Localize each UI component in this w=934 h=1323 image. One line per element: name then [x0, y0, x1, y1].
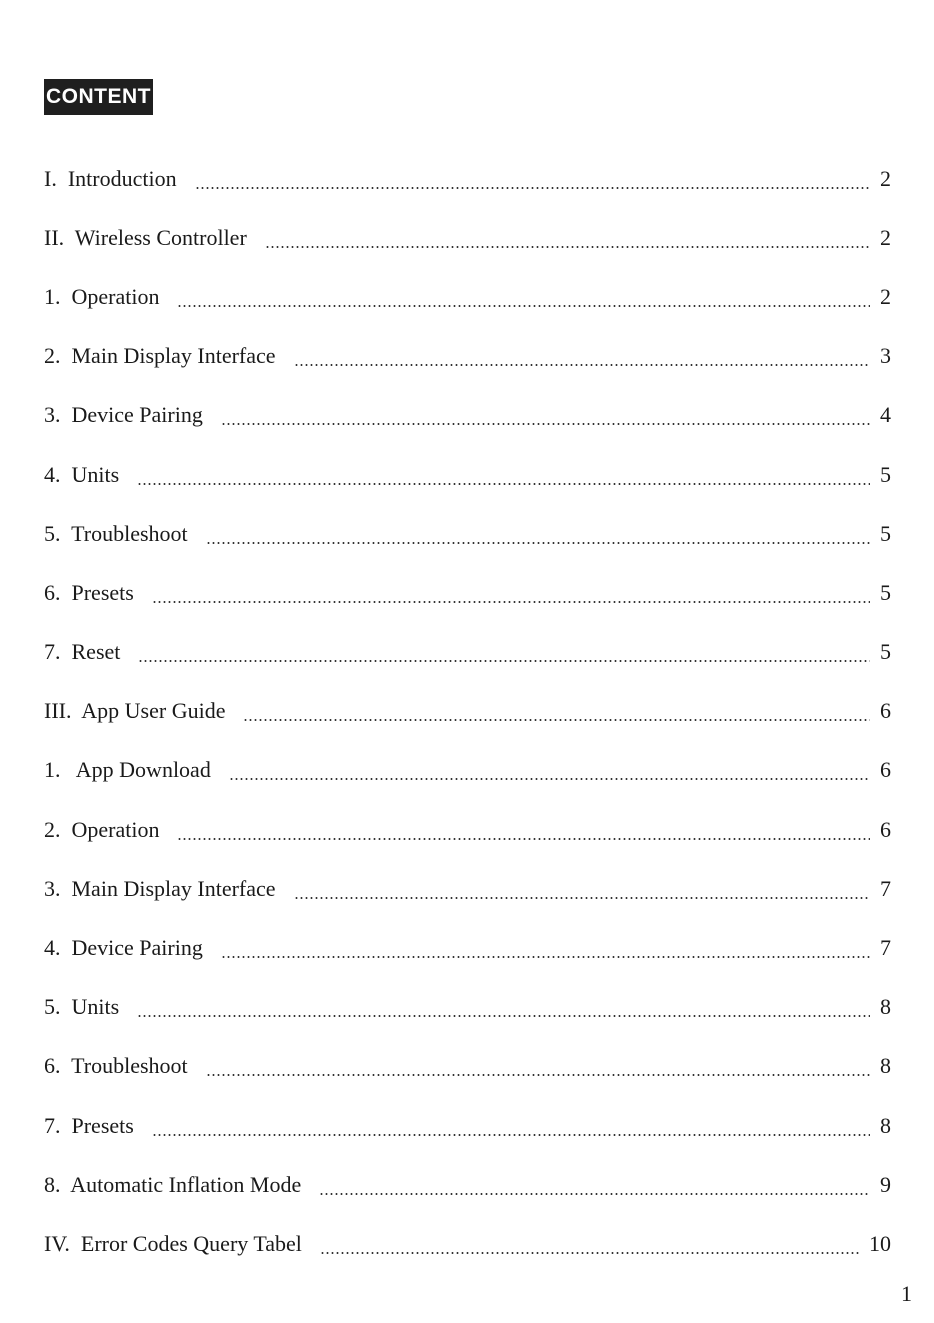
dot-leader: [319, 1193, 870, 1195]
toc-entry-page: 5: [880, 520, 891, 546]
toc-entry-page: 8: [880, 1112, 891, 1138]
toc-entry-title: I. Introduction: [44, 165, 177, 191]
toc-entry-page: 3: [880, 343, 891, 369]
toc-entry[interactable]: [44, 504, 891, 563]
dot-leader: [152, 1134, 870, 1136]
dot-leader: [206, 1074, 870, 1076]
toc-entry-page: 2: [880, 224, 891, 250]
toc-entry-page: 5: [880, 639, 891, 665]
toc-entry-page: 4: [880, 402, 891, 428]
toc-entry-title: 1. Operation: [44, 283, 160, 309]
toc-entry[interactable]: [44, 1096, 891, 1155]
toc-entry-page: 5: [880, 579, 891, 605]
toc-entry[interactable]: [44, 208, 891, 267]
dot-leader: [265, 246, 870, 248]
toc-entry[interactable]: [44, 741, 891, 800]
toc-entry-title: 3. Device Pairing: [44, 402, 203, 428]
toc-entry-title: 2. Operation: [44, 816, 160, 842]
dot-leader: [195, 187, 870, 189]
toc-entry-title: IV. Error Codes Query Tabel: [44, 1230, 302, 1256]
toc-entry-page: 6: [880, 698, 891, 724]
toc-entry[interactable]: [44, 1155, 891, 1214]
toc-entry-title: 8. Automatic Inflation Mode: [44, 1171, 302, 1197]
toc-entry[interactable]: [44, 623, 891, 682]
toc-entry-page: 8: [880, 1053, 891, 1079]
toc-entry[interactable]: [44, 859, 891, 918]
toc-entry[interactable]: [44, 267, 891, 326]
toc-entry[interactable]: [44, 1037, 891, 1096]
toc-entry-title: 4. Device Pairing: [44, 935, 203, 961]
toc-entry-page: 6: [880, 816, 891, 842]
toc-entry[interactable]: [44, 149, 891, 208]
toc-entry-title: 6. Presets: [44, 579, 134, 605]
toc-entry[interactable]: [44, 445, 891, 504]
content-heading: CONTENT: [44, 79, 153, 115]
toc-entry-page: 5: [880, 461, 891, 487]
toc-entry-title: III. App User Guide: [44, 698, 226, 724]
toc-entry-page: 6: [880, 757, 891, 783]
toc-entry-title: 7. Presets: [44, 1112, 134, 1138]
toc-entry[interactable]: [44, 800, 891, 859]
toc-entry-page: 8: [880, 994, 891, 1020]
toc-entry[interactable]: [44, 563, 891, 622]
toc-entry-title: 3. Main Display Interface: [44, 875, 276, 901]
toc-entry-title: 1. App Download: [44, 757, 211, 783]
toc-entry[interactable]: [44, 1214, 891, 1273]
dot-leader: [294, 897, 870, 899]
toc-entry-page: 2: [880, 283, 891, 309]
dot-leader: [137, 483, 870, 485]
toc-entry-page: 7: [880, 875, 891, 901]
toc-entry-title: 6. Troubleshoot: [44, 1053, 188, 1079]
toc-entry[interactable]: [44, 682, 891, 741]
page-number: 1: [901, 1281, 912, 1306]
dot-leader: [206, 542, 870, 544]
dot-leader: [320, 1252, 859, 1254]
dot-leader: [177, 838, 870, 840]
toc-entry-title: 7. Reset: [44, 639, 121, 665]
dot-leader: [221, 423, 870, 425]
dot-leader: [138, 660, 870, 662]
toc-entry[interactable]: [44, 327, 891, 386]
dot-leader: [243, 719, 870, 721]
toc-entry-page: 2: [880, 165, 891, 191]
toc-entry-page: 9: [880, 1171, 891, 1197]
toc-entry-title: 4. Units: [44, 461, 120, 487]
dot-leader: [229, 778, 870, 780]
toc-entry-page: 7: [880, 935, 891, 961]
toc-entry-title: II. Wireless Controller: [44, 224, 247, 250]
dot-leader: [221, 956, 870, 958]
toc-entry[interactable]: [44, 978, 891, 1037]
toc-entry-page: 10: [869, 1230, 891, 1256]
dot-leader: [177, 305, 870, 307]
toc-entry[interactable]: [44, 386, 891, 445]
dot-leader: [137, 1015, 870, 1017]
dot-leader: [294, 364, 870, 366]
toc-entry-title: 5. Units: [44, 994, 120, 1020]
table-of-contents: [44, 149, 891, 1274]
toc-entry[interactable]: [44, 918, 891, 977]
toc-entry-title: 2. Main Display Interface: [44, 343, 276, 369]
dot-leader: [152, 601, 870, 603]
toc-entry-title: 5. Troubleshoot: [44, 520, 188, 546]
